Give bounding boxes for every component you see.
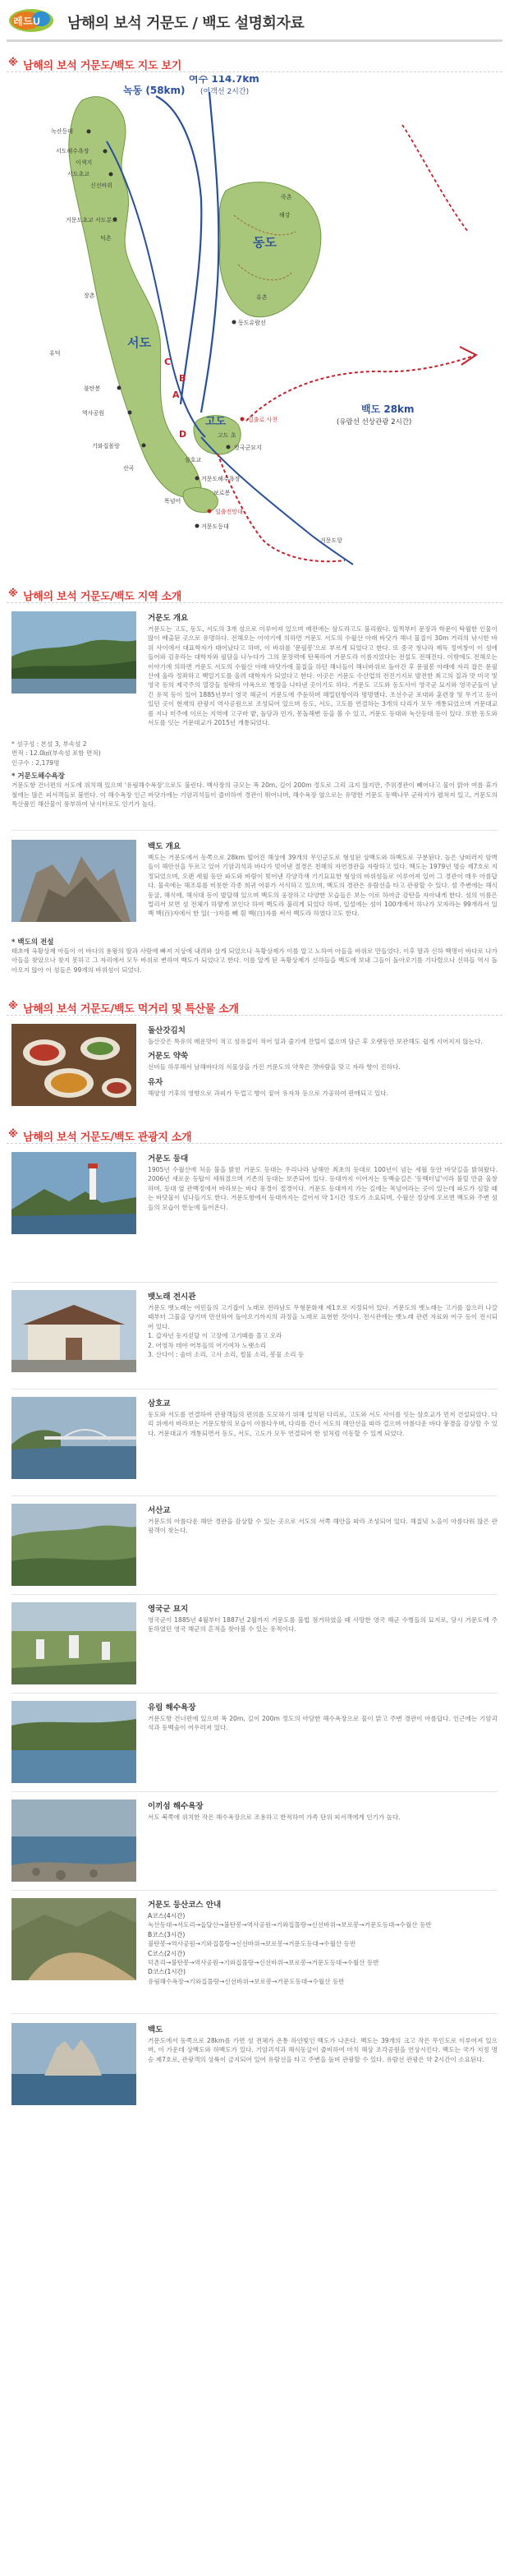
food-title-3: 유자: [148, 1077, 163, 1087]
section-title-tour: [7, 1126, 502, 1144]
divider: [11, 1594, 498, 1595]
map-place-noksan: 녹산등대: [51, 128, 74, 135]
tour-site-text: 거문도 뱃노래는 어민들의 고기잡이 노래로 전라남도 무형문화재 제1호로 지정되어 있다. 거문도의 뱃노래는 고기를 잡으러 나갈 때부터 그물을 당기며 만선하여 돌아오기까지의 과정을 노래로 표현한 것이다. 전시관에는 뱃노래 관련 자료와 어구 등이 전시되어 있다.: [148, 1304, 498, 1330]
logo: [8, 8, 54, 33]
section-bullet-icon: ※: [8, 1128, 18, 1140]
map-place-ilchul: 일출로 사천: [248, 417, 278, 423]
header-divider: [7, 39, 502, 42]
map-label-yeosu-sub: (여객선 2시간): [200, 88, 250, 96]
hiking-route-c-label: C코스(2시간): [148, 1949, 186, 1957]
divider: [11, 2013, 498, 2014]
map-place-seodo-school: 서도초교: [67, 171, 90, 177]
tour-baekdo-text: 거문도에서 동쪽으로 28km를 가면 섬 전체가 온통 하얀빛인 백도가 나온다. 백도는 39개의 크고 작은 무인도로 이루어져 있으며, 이 가운데 상백도와 하백도가 있다. 기암괴석과 해식동굴이 즐비하여 마치 해상 조각공원을 연상시킨다. 백도는 국가 지정 명승 제7호로, 관광객의 상륙이 금지되어 있어 유람선을 타고 주변을 돌며 관광할 수 있다. 유람선 관광은 약 2시간이 소요된다.: [148, 2037, 498, 2063]
tour-cemetery-title: 영국군 묘지: [148, 1605, 189, 1614]
tour-bridge-title: 삼호교: [148, 1399, 171, 1408]
tour-beach-title: 이끼섬 해수욕장: [148, 1802, 204, 1811]
tour-lighthouse-text: 1905년 수월산에 처음 불을 밝힌 거문도 등대는 우리나라 남해안 최초의 등대로 100년이 넘는 세월 동안 바닷길을 밝혀왔다. 2006년 새로운 등탑이 세워졌으며 기존의 등대는 보존되어 있다. 등대까지 이어지는 동백숲길은 '동백터널'이라 불릴 만큼 울창하며, 등대 옆 관백정에서 바라보는 바다 풍경이 절경이다. 거문도 등대까지 가는 길에는 목넘어라는 곳이 있는데 파도가 심할 때는 바닷물이 넘나들기도 한다. 거문도항에서 등대까지는 걸어서 약 1시간 정도가 소요되며, 수월산 정상에 오르면 백도와 주변 섬들의 모습이 한눈에 들어온다.: [148, 1166, 498, 1211]
tour-cruise-text: 거문도항 건너편에 있으며 폭 20m, 길이 200m 정도의 아담한 해수욕장으로 물이 맑고 주변 경관이 아름답다. 인근에는 기암괴석과 동백숲이 어우러져 있다.: [148, 1715, 498, 1732]
map-label-dongdo: 동도: [253, 235, 277, 250]
map-place-gimanmam: 기와집몰랑: [92, 443, 120, 449]
map-place-dongdo-ferry: 동도유람선: [238, 320, 266, 326]
tour-hiking-title: 거문도 등산코스 안내: [148, 1901, 222, 1910]
tour-cruise: [11, 1701, 498, 1791]
map-place-boroseum: 보로봉: [213, 490, 231, 496]
region-baekdo-title: 백도 개요: [148, 842, 181, 851]
hiking-route-a-label: A코스(4시간): [148, 1912, 186, 1919]
food-text-1: 돌산갓은 특유의 매운맛이 적고 섬유질이 적어 잎과 줄기에 잔털이 없으며 담근 후 오랫동안 보관해도 쉽게 시어지지 않는다.: [148, 1038, 483, 1045]
section-title-region: [7, 585, 502, 603]
region-beach-text: 거문도항 건너편의 서도에 위치해 있으며 '유림해수욕장'으로도 불린다. 백사장의 규모는 폭 20m, 길이 200m 정도로 그리 크지 않지만, 주위경관이 빼어나고 물이 맑아 여름 휴가철에는 많은 피서객들로 붐빈다. 이 해수욕장 인근 바닷가에는 기암괴석들이 즐비하여 경관이 뛰어나며, 해수욕장 옆으로는 유명한 거문도 동백나무 군락지가 펼쳐져 있고, 거문도의 특산품인 해산물이 풍부하여 낚시터로도 인기가 높다.: [11, 781, 498, 808]
region-beach-title: * 거문도해수욕장: [11, 772, 65, 781]
hiking-route-a: 녹산등대→서도리→읍달산→불탄봉→역사공원→기와집몰랑→신선바위→보로봉→거문도등대→수월산 등반: [148, 1921, 432, 1929]
section-bullet-icon: ※: [8, 1000, 18, 1012]
region-info-3: 인구수 : 2,179명: [11, 758, 60, 767]
cruise-photo: [11, 1701, 136, 1783]
divider: [11, 830, 498, 831]
tour-site-sub-1: 1. 갑자년 동지섣달 이 고장에 고기떼를 몰고 오라: [148, 1332, 282, 1340]
tour-seosan: [11, 1504, 498, 1594]
region-baekdo-legend: [11, 933, 498, 1007]
map-place-yeoksul: 역사공원: [82, 410, 105, 417]
food-text-2: 선비들 하루해서 남해바다의 식물상을 가진 거문도의 약쑥은 갯바람을 맞고 자라 향이 진하다.: [148, 1063, 401, 1071]
map-place-haesu-godo: 거문도해수욕장: [201, 476, 241, 482]
tour-beach-text: 서도 북쪽에 위치한 작은 해수욕장으로 조용하고 한적하여 가족 단위 피서객에게 인기가 높다.: [148, 1813, 401, 1821]
baekdo-photo: [11, 840, 136, 922]
section-title-text: 남해의 보석 거문도/백도 관광지 소개: [23, 1131, 192, 1144]
food-title-1: 돌산갓김치: [148, 1026, 186, 1035]
section-title-text: 남해의 보석 거문도/백도 지도 보기: [23, 60, 181, 72]
map-place-jukchon: 죽촌: [281, 194, 292, 200]
map-place-samho: 삼호교: [185, 457, 202, 463]
region-legend-text: 태초에 옥황상제 아들이 이 바다의 용왕의 딸과 사랑에 빠져 지상에 내려와 살게 되었으나 옥황상제가 이를 알고 노하여 아들을 바위로 만들었다. 이후 딸과 신하 백명이 바다로 나가 아들을 찾았으나 찾지 못하고 그 자리에서 모두 바위로 변하여 백도가 되었다고 한다. 이를 알게 된 옥황상제가 신하들을 백도에 보내 그들이 돌아오기를 기다렸으나 신하들 역시 돌아오지 않아 이 섬들은 99개의 바위섬이 되었다.: [11, 947, 498, 974]
bridge-photo: [11, 1397, 136, 1479]
map-svg: [33, 76, 480, 569]
seosan-photo: [11, 1504, 136, 1586]
tour-bridge-text: 동도와 서도를 연결하여 관광객들의 편의를 도모하기 위해 설치된 다리로, 고도와 서도 사이를 잇는 삼호교가 먼저 건설되었다. 다리 위에서 바라보는 거문도항의 모습이 아름다우며, 다리를 건너 서도의 해안선을 따라 걸으며 아름다운 바다 풍경을 감상할 수 있다. 거문대교가 개통되면서 동도, 서도, 고도가 모두 연결되어 한 섬처럼 이동할 수 있게 되었다.: [148, 1411, 498, 1437]
region-info-2: 면적 : 12.0㎢(부속섬 포함 면적): [11, 749, 101, 758]
region-info-1: * 섬구성 : 본섬 3, 부속섬 2: [11, 740, 87, 748]
food-photo: [11, 1024, 136, 1106]
tour-seosan-title: 서산교: [148, 1506, 171, 1515]
map-place-godo-school: 고도 초: [218, 432, 236, 439]
map-label-seodo: 서도: [127, 335, 151, 350]
map-place-ilchul2: 일출전망대: [215, 509, 243, 515]
hiking-route-c: 덕촌리→불탄봉→역사공원→기와집몰랑→신선바위→보로봉→거문도등대→수월산 등반: [148, 1958, 379, 1966]
tour-site-sub-2: 2. 어영차 데야 어부들의 어기여차 노랫소리: [148, 1341, 267, 1349]
logo-text: 레드U: [13, 16, 41, 27]
divider: [11, 1693, 498, 1694]
route-south: [201, 437, 353, 565]
section-title-food: [7, 998, 502, 1016]
map-label-nokdong: 녹동 (58km): [123, 85, 186, 96]
lighthouse-photo: [11, 1152, 136, 1234]
page-title: 남해의 보석 거문도 / 백도 설명회자료: [67, 15, 305, 32]
route-nokdong: [156, 96, 201, 404]
map-place-isaek: 이색지: [76, 159, 93, 166]
tour-site-sub-3: 3. 산다이 : 술비 소리, 고사 소리, 썰물 소리, 봉물 소리 등: [148, 1350, 305, 1358]
region-baekdo-text: 백도는 거문도에서 동쪽으로 28km 떨어진 해상에 39개의 무인군도로 형성된 상백도와 하백도로 구분된다. 높은 낭떠러지 암벽들이 해안선을 두르고 있어 기암괴석과 바다가 빚어낸 절경은 천혜의 자연경관을 자랑하고 있다. 백도는 1979년 명승 제7호로 지정되었으며, 오랜 세월 동안 파도와 바람이 빚어낸 각양각색 기기묘묘한 형상의 바위섬들로 이루어져 있어 그 경관이 매우 아름답다. 물속에는 해조류를 비롯한 각종 희귀 어류가 서식하고 있으며, 백도의 경관은 유람선을 타고 관광할 수 있다. 섬 주변에는 해식동굴, 해식애, 해식대 등이 발달해 있으며 백도의 웅장하고 다양한 모습들은 보는 이로 하여금 감탄을 자아내게 한다. 섬의 이름은 멀리서 보면 섬 전체가 하얗게 보인다 하여 백도라 불리게 되었다 하며, 일설에는 섬이 100개에서 하나가 모자라는 99개라서 일백 백(百)자에서 한 일(一)자를 빼 흰 백(白)자를 써서 백도라 하였다고도 한다.: [148, 854, 498, 918]
tour-cruise-title: 유림 해수욕장: [148, 1703, 196, 1712]
map-label-yeosu: 여수 114.7km: [189, 76, 259, 85]
map-place-port: 거문도항: [320, 537, 343, 544]
map-place-lighthouse: 거문도등대: [201, 523, 229, 530]
tour-bridge: [11, 1397, 498, 1495]
baekdo-tour-photo: [11, 2023, 136, 2105]
hiking-photo: [11, 1898, 136, 1980]
geomun-photo: [11, 611, 136, 694]
map-place-haegang: 해강: [279, 212, 291, 219]
map-place-yuchon: 유촌: [256, 294, 268, 301]
hiking-route-d-label: D코스(1시간): [148, 1968, 186, 1976]
map-place-english-grave: 영국군묘지: [234, 445, 262, 451]
section-title-text: 남해의 보석 거문도/백도 먹거리 및 특산물 소개: [23, 1003, 239, 1016]
tour-site: [11, 1290, 498, 1389]
region-legend-title: * 백도의 전설: [11, 938, 54, 947]
tour-seosan-text: 거문도의 아름다운 해안 경관을 감상할 수 있는 곳으로 서도의 서쪽 해안을 따라 조성되어 있다. 해질녘 노을이 아름다워 많은 관광객이 찾는다.: [148, 1518, 498, 1535]
section-bullet-icon: ※: [8, 588, 18, 599]
map-label-baekdo: 백도 28km: [361, 403, 415, 415]
map-marker-b: B: [179, 373, 186, 384]
map: [33, 76, 480, 569]
map-place-bulbo: 불탄봉: [84, 385, 101, 392]
map-place-mokneomeo: 목넘어: [164, 498, 181, 505]
hiking-route-b-label: B코스(3시간): [148, 1930, 186, 1938]
map-place-yudeok: 유덕: [49, 350, 61, 357]
map-marker-d: D: [179, 429, 187, 440]
map-label-godo: 고도: [205, 416, 227, 428]
map-marker-c: C: [164, 357, 172, 367]
section-bullet-icon: ※: [8, 57, 18, 68]
map-place-seodo-haesu: 서도해수욕장: [56, 148, 89, 154]
map-place-jangchon: 장촌: [84, 293, 95, 299]
region-geomun-title: 거문도 개요: [148, 614, 189, 623]
tour-site-title: 뱃노래 전시관: [148, 1293, 196, 1302]
map-place-sangok: 산곡: [123, 465, 135, 472]
site-photo: [11, 1290, 136, 1372]
map-marker-a: A: [172, 389, 180, 400]
map-place-deokchon: 덕촌: [100, 235, 112, 242]
hiking-route-d: 유림해수욕장→기와집몰랑→신선바위→보로봉→거문도등대→수월산 등반: [148, 1977, 345, 1985]
cemetery-photo: [11, 1602, 136, 1684]
tour-baekdo-title: 백도: [148, 2025, 163, 2035]
map-place-geomun-school: 거문도초교 서도분교: [66, 217, 118, 223]
region-geomun-text: 거문도는 고도, 동도, 서도의 3개 섬으로 이루어져 있으며 예전에는 삼도라고도 불리웠다. 일찍부터 문장과 학문이 탁월한 인물이 많이 배출된 곳으로 유명하다. 전해오는 이야기에 의하면 거문도 서도의 수월산 아래 바닷가 해녀 물질이 30m 거리의 낚시한 바위 사이에서 대표학자가 태어났다고 하며, 이 바위를 '문필봉'으로 부르게 되었다고 한다. 또 중국 청나라 제독 정여창이 이 섬에 들어와 김유라는 대학자와 필담을 나누다가 그의 문장력에 탄복하여 거문도라 이름지었다는 전설도 전해진다. 이밖에도 전해오는 이야기에 의하면 거문도 서도의 수월산 아래 바닷가에 물질을 하던 해녀들이 해녀바위로 돌아간 후 문필봉 아래에 자리 잡은 문필산에 올라 정좌하고 백일기도를 올려 대학자가 되었다고 한다. 이곳은 거문도 수산업의 전진기지로 발전한 최고의 질과 맛 미국 및 영국 등의 제국주의 열강들 침략의 야욕으로 병정을 나타낸 곳이기도 하다. 거문도 고도와 동도사이 영국군 묘지와 영국군들이 남긴 유적 등이 있어 1885년부터 영국 해군이 거문도에 주둔하며 해밀턴항이라 명명했다. 조선수군 포대와 훈련장 및 무기고 등이 있던 곳이 현재의 관광지 역사공원으로 조성되어 있으며 동도, 서도, 고도를 연결하는 3개의 다리가 모두 개통되었으며 거문대교를 지나 미주에 이르는 지역에 고구마 밭, 돌담과 민가, 몽돌해변 등을 볼 수 있고, 거문도 등대와 녹산등대 등이 있다. 또한 동도와 서도를 잇는 거문대교가 2015년 개통되었다.: [148, 625, 498, 726]
divider: [11, 1890, 498, 1891]
route-yeosu: [201, 92, 218, 412]
beach-photo: [11, 1800, 136, 1882]
map-place-sinsangi: 신선바위: [90, 182, 113, 189]
divider: [11, 1791, 498, 1792]
tour-cemetery-text: 영국군이 1885년 4월부터 1887년 2월까지 거문도를 불법 점거하였을 때 사망한 영국 해군 수병들의 묘지로, 당시 거문도에 주둔하였던 영국 해군의 흔적을 찾아볼 수 있는 유적이다.: [148, 1616, 498, 1634]
hiking-route-b: 불탄봉→역사공원→기와집몰랑→신선바위→보로봉→거문도등대→수월산 등반: [148, 1940, 356, 1948]
food-text-3: 해양성 기후의 영향으로 과피가 두껍고 향이 짙어 유자차 등으로 가공하여 판매되고 있다.: [148, 1089, 389, 1097]
tour-beach: [11, 1800, 498, 1890]
section-title-map: [7, 54, 502, 72]
section-title-text: 남해의 보석 거문도/백도 지역 소개: [23, 591, 181, 603]
page-header: [0, 0, 509, 41]
map-label-baekdo-sub: (유람선 선상관광 2시간): [337, 418, 412, 426]
tour-baekdo: [11, 2023, 498, 2130]
tour-cemetery: [11, 1602, 498, 1693]
divider: [11, 1495, 498, 1496]
food-title-2: 거문도 약쑥: [148, 1052, 189, 1062]
divider: [11, 1282, 498, 1283]
food-item: [11, 1024, 498, 1114]
tour-lighthouse: [11, 1152, 498, 1275]
tour-lighthouse-title: 거문도 등대: [148, 1154, 189, 1164]
